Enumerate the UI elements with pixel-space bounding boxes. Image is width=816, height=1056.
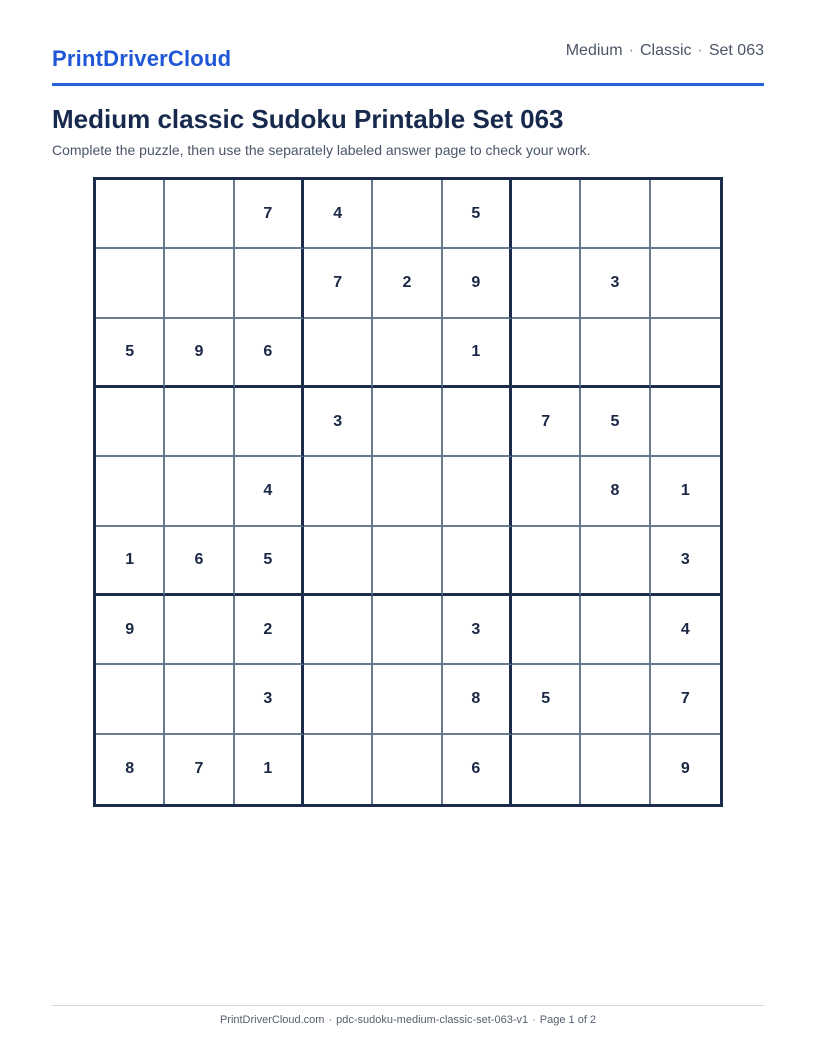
sudoku-cell: 3 [443,596,512,665]
sudoku-cell [373,735,442,804]
sudoku-cell [373,388,442,457]
sudoku-cell [96,665,165,734]
sudoku-cell [512,596,581,665]
sudoku-cell [235,249,304,318]
sudoku-grid [93,177,723,807]
sudoku-cell: 9 [680,760,690,778]
meta-set: Set 063 [708,42,764,59]
sudoku-cell [581,319,650,388]
sudoku-cell [304,527,373,596]
sudoku-cell: 6 [165,527,234,596]
sudoku-cell: 6 [235,319,304,388]
sudoku-cell [96,388,165,457]
sudoku-cell: 3 [304,388,373,457]
sudoku-cell [304,457,373,526]
sudoku-cell [165,665,234,734]
footer-page-number: Page 1 of 2 [539,1014,597,1026]
sudoku-cell [165,180,234,249]
sudoku-cell [235,388,304,457]
sudoku-cell: 7 [512,388,581,457]
sudoku-cell: 1 [651,457,720,526]
sudoku-cell: 1 [235,735,304,804]
sudoku-cell [512,249,581,318]
sudoku-cell [512,457,581,526]
sudoku-cell: 9 [165,319,234,388]
meta-separator: · [697,42,703,59]
sudoku-cell: 3 [651,527,720,596]
puzzle-meta [566,42,764,60]
sudoku-cell [512,319,581,388]
sudoku-cell: 8 [443,665,512,734]
footer-separator: · [328,1014,333,1026]
sudoku-cell [304,665,373,734]
meta-variant: Classic [639,42,692,59]
sudoku-cell: 4 [235,457,304,526]
sudoku-cell: 1 [96,527,165,596]
sudoku-cell [304,319,373,388]
sudoku-cell: 1 [443,319,512,388]
sudoku-cell [165,388,234,457]
sudoku-cell [581,665,650,734]
sudoku-cell [581,180,650,249]
sudoku-cell [651,319,720,388]
sudoku-cell [373,527,442,596]
sudoku-cell: 6 [443,735,512,804]
sudoku-cell [165,249,234,318]
sudoku-cell: 5 [96,319,165,388]
meta-difficulty: Medium [565,42,623,59]
sudoku-cell [581,735,650,804]
sudoku-cell [96,249,165,318]
sudoku-cell: 3 [235,665,304,734]
brand-logo[interactable]: PrintDriverCloud [52,46,232,71]
sudoku-cell [304,735,373,804]
sudoku-cell: 2 [235,596,304,665]
sudoku-cell: 2 [373,249,442,318]
sudoku-cell: 9 [96,596,165,665]
sudoku-cell: 8 [581,457,650,526]
sudoku-cell: 7 [304,249,373,318]
sudoku-cell [165,596,234,665]
footer-doc-id: pdc-sudoku-medium-classic-set-063-v1 [336,1014,529,1026]
sudoku-cell: 9 [443,249,512,318]
sudoku-cell [651,249,720,318]
sudoku-cell [96,457,165,526]
page-footer [0,1014,816,1026]
sudoku-cell [165,457,234,526]
sudoku-cell: 7 [165,735,234,804]
sudoku-cell: 5 [581,388,650,457]
sudoku-cell: 4 [651,596,720,665]
sudoku-cell: 8 [96,735,165,804]
sudoku-cell: 7 [235,180,304,249]
sudoku-cell: 5 [512,665,581,734]
sudoku-cell [512,527,581,596]
sudoku-cell: 4 [304,180,373,249]
sudoku-cell [373,457,442,526]
sudoku-cell: 5 [235,527,304,596]
sudoku-cell: 7 [651,665,720,734]
sudoku-cell [651,180,720,249]
sudoku-cell [651,388,720,457]
sudoku-cell [581,527,650,596]
sudoku-cell [96,180,165,249]
meta-separator: · [628,42,634,59]
sudoku-cell: 5 [443,180,512,249]
footer-separator: · [532,1014,536,1026]
page-subtitle: Complete the puzzle, then use the separately labeled answer page to check your work. [52,142,591,158]
sudoku-cell: 3 [581,249,650,318]
sudoku-cell [512,180,581,249]
page-header [52,38,764,86]
footer-divider [52,1005,764,1006]
sudoku-cell [373,180,442,249]
sudoku-cell [581,596,650,665]
page-title: Medium classic Sudoku Printable Set 063 [52,104,564,134]
sudoku-cell [512,735,581,804]
sudoku-cell [373,319,442,388]
sudoku-cell [373,596,442,665]
sudoku-cell [443,457,512,526]
sudoku-cell [373,665,442,734]
sudoku-cell [304,596,373,665]
footer-site: PrintDriverCloud.com [219,1014,325,1026]
sudoku-cell [443,388,512,457]
sudoku-cell [443,527,512,596]
